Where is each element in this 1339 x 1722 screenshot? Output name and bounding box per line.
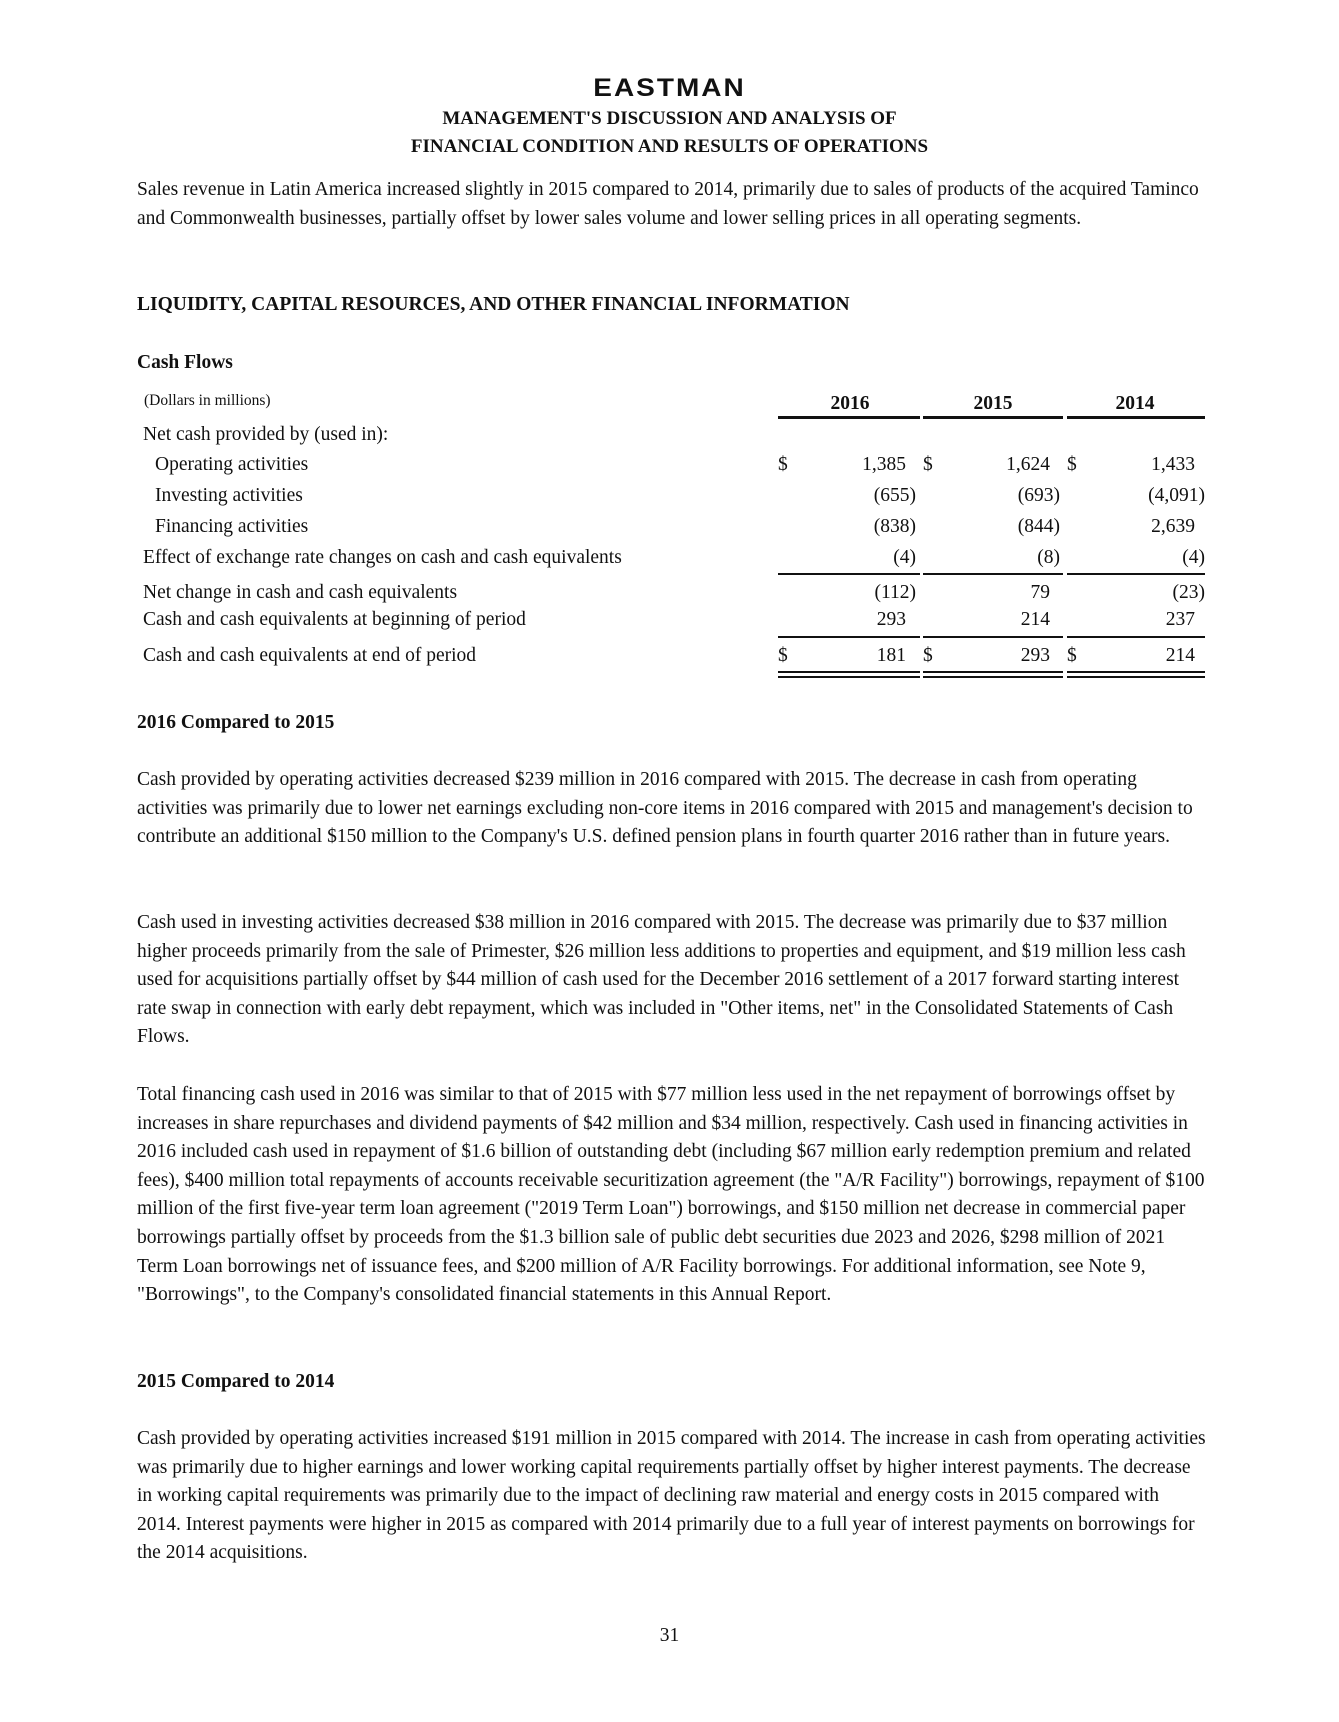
header-line-2: FINANCIAL CONDITION AND RESULTS OF OPERATIONS xyxy=(410,136,929,157)
year-2015-header: 2015 xyxy=(973,393,1013,414)
cell-financing-2015: (844) xyxy=(1017,516,1060,537)
cell-financing-2016: (838) xyxy=(873,516,916,537)
cell-beginning-2016: 293 xyxy=(876,609,906,630)
subtotal-rule xyxy=(1067,636,1205,638)
cell-end-2016: 181 xyxy=(876,645,906,666)
dollar-sign: $ xyxy=(1067,454,1077,475)
cell-net-change-2015: 79 xyxy=(1030,582,1050,603)
cell-investing-2016: (655) xyxy=(873,485,916,506)
column-rule xyxy=(778,416,920,419)
row-label-investing: Investing activities xyxy=(155,485,303,506)
cell-operating-2016: 1,385 xyxy=(862,454,906,475)
cell-operating-2015: 1,624 xyxy=(1006,454,1050,475)
section-heading: LIQUIDITY, CAPITAL RESOURCES, AND OTHER FINANCIAL INFORMATION xyxy=(137,294,850,315)
table-units: (Dollars in millions) xyxy=(144,392,271,409)
cell-beginning-2015: 214 xyxy=(1020,609,1050,630)
column-rule xyxy=(1067,416,1205,419)
intro-paragraph: Sales revenue in Latin America increased slightly in 2015 compared to 2014, primarily due to sales of products of the acquired Taminco and Commonwealth businesses, partially offset by lower sales volume and lower selling prices in all operating segments. xyxy=(137,179,1199,229)
row-label-fx: Effect of exchange rate changes on cash and cash equivalents xyxy=(143,547,622,568)
year-2016-header: 2016 xyxy=(830,393,870,414)
cell-investing-2014: (4,091) xyxy=(1148,485,1205,506)
cell-investing-2015: (693) xyxy=(1017,485,1060,506)
paragraph-2016-operating: Cash provided by operating activities decreased $239 million in 2016 compared with 2015. The decrease in cash from operating activities was primarily due to lower net earnings excluding non-core items in 2016 compared with 2015 and management's decision to contribute an additional $150 million to the Company's U.S. defined pension plans in fourth quarter 2016 rather than in future years. xyxy=(137,769,1193,848)
dollar-sign: $ xyxy=(778,645,788,666)
cell-beginning-2014: 237 xyxy=(1165,609,1195,630)
total-double-rule xyxy=(923,676,1063,678)
group-label: Net cash provided by (used in): xyxy=(143,424,389,445)
heading-2015-vs-2014: 2015 Compared to 2014 xyxy=(137,1371,335,1392)
header-line-1: MANAGEMENT'S DISCUSSION AND ANALYSIS OF xyxy=(442,108,897,129)
cash-flows-heading: Cash Flows xyxy=(137,352,233,373)
total-double-rule xyxy=(778,671,920,673)
cell-financing-2014: 2,639 xyxy=(1151,516,1195,537)
row-label-operating: Operating activities xyxy=(155,454,309,475)
cell-fx-2015: (8) xyxy=(1037,547,1060,568)
cell-net-change-2016: (112) xyxy=(874,582,916,603)
total-double-rule xyxy=(1067,671,1205,673)
subtotal-rule xyxy=(923,573,1063,575)
cell-end-2014: 214 xyxy=(1165,645,1195,666)
row-label-beginning: Cash and cash equivalents at beginning of period xyxy=(143,609,526,630)
paragraph-2016-financing: Total financing cash used in 2016 was similar to that of 2015 with $77 million less used in the net repayment of borrowings offset by increases in share repurchases and dividend payments of $42 million and $34 million, respectively. Cash used in financing activities in 2016 included cash used in repayment of $1.6 billion of outstanding debt (including $67 million early redemption premium and related fees), $400 million total repayments of accounts receivable securitization agreement (the "A/R Facility") borrowings, repayment of $100 million of the first five-year term loan agreement ("2019 Term Loan") borrowings, and $150 million net decrease in commercial paper borrowings partially offset by proceeds from the $1.3 billion sale of public debt securities due 2023 and 2026, $298 million of 2021 Term Loan borrowings net of issuance fees, and $200 million of A/R Facility borrowings. For additional information, see Note 9, "Borrowings", to the Company's consolidated financial statements in this Annual Report. xyxy=(137,1084,1205,1306)
page-number: 31 xyxy=(659,1625,680,1646)
paragraph-2016-investing: Cash used in investing activities decreased $38 million in 2016 compared with 2015. The decrease was primarily due to $37 million higher proceeds primarily from the sale of Primester, $26 million less additions to properties and equipment, and $19 million less cash used for acquisitions partially offset by $44 million of cash used for the December 2016 settlement of a 2017 forward starting interest rate swap in connection with early debt repayment, which was included in "Other items, net" in the Consolidated Statements of Cash Flows. xyxy=(137,912,1186,1048)
row-label-net-change: Net change in cash and cash equivalents xyxy=(143,582,458,603)
cell-end-2015: 293 xyxy=(1020,645,1050,666)
year-2014-header: 2014 xyxy=(1115,393,1155,414)
cell-fx-2014: (4) xyxy=(1182,547,1205,568)
dollar-sign: $ xyxy=(1067,645,1077,666)
total-double-rule xyxy=(1067,676,1205,678)
total-double-rule xyxy=(778,676,920,678)
subtotal-rule xyxy=(923,636,1063,638)
dollar-sign: $ xyxy=(923,454,933,475)
row-label-financing: Financing activities xyxy=(155,516,309,537)
paragraph-2015-operating: Cash provided by operating activities increased $191 million in 2015 compared with 2014. The increase in cash from operating activities was primarily due to higher earnings and lower working capital requirements partially offset by higher interest payments. The decrease in working capital requirements was primarily due to the impact of declining raw material and energy costs in 2015 compared with 2014. Interest payments were higher in 2015 as compared with 2014 primarily due to a full year of interest payments on borrowings for the 2014 acquisitions. xyxy=(137,1428,1206,1564)
cell-operating-2014: 1,433 xyxy=(1151,454,1195,475)
row-label-end: Cash and cash equivalents at end of period xyxy=(143,645,477,666)
subtotal-rule xyxy=(778,636,920,638)
subtotal-rule xyxy=(1067,573,1205,575)
column-rule xyxy=(923,416,1063,419)
dollar-sign: $ xyxy=(923,645,933,666)
heading-2016-vs-2015: 2016 Compared to 2015 xyxy=(137,712,335,733)
subtotal-rule xyxy=(778,573,920,575)
total-double-rule xyxy=(923,671,1063,673)
cell-fx-2016: (4) xyxy=(893,547,916,568)
cell-net-change-2014: (23) xyxy=(1172,582,1205,603)
eastman-logo: EASTMAN xyxy=(593,73,746,102)
dollar-sign: $ xyxy=(778,454,788,475)
